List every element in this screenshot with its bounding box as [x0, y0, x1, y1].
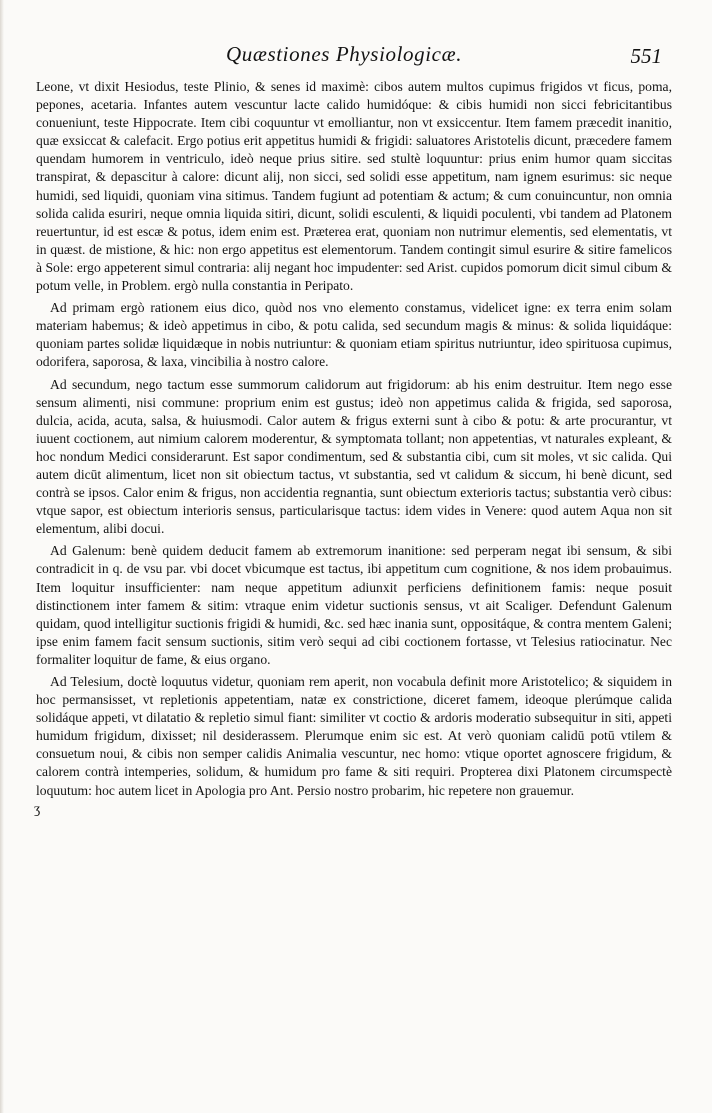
margin-mark: ʒ — [34, 801, 41, 817]
page-edge-shadow — [0, 0, 4, 1113]
paragraph-ad-galenum: Ad Galenum: benè quidem deducit famem ab extremorum inanitione: sed perperam negat ibi sensum, & sibi contradicit in q. de vsu par. vbi docet vbicumque est tactus, ibi appetitum cum cognitione, & nos idem probauimus. Item loquitur insufficienter: nam neque appetitum adiunxit perficiens definitionem famis: neque posuit distinctionem inter famem & sitim: vtraque enim videtur suctionis sensus, vt ait Scaliger. Defendunt Galenum quidam, quod intelligitur suctionis frigidi & humidi, &c. sed hæc inania sunt, oppositáque, & contra mentem Galeni; ipse enim famem facit sensum suctionis, sitim verò sequi ad cibi coctionem fortasse, vt Telesius ratiocinatur. Nec formaliter loquitur de fame, & eius organo. — [36, 543, 672, 667]
page-header — [36, 42, 672, 78]
paragraph-continuation: Leone, vt dixit Hesiodus, teste Plinio, & senes id maximè: cibos autem multos cupimus frigidos vt ficus, poma, pepones, acetaria. Infantes autem vescuntur lacte calido humidóque: & cibis humidi non sicci febricitantibus conueniunt, teste Hippocrate. Item cibi coquuntur vt emolliantur, non vt exsiccentur. Item famem præcedit inanitio, quæ exsiccat & calefacit. Ergo potius erit appetitus humidi & frigidi: saluatores Aristotelis dicunt, præcedere famem quendam humorem in ventriculo, ideò neque prius sitire. sed stultè loquuntur: prius enim humor quam siccitas transpirat, & depascitur à calore: dicunt alij, non sicci, sed solidi esse appetitum, nam ignem esurimus: sic neque humidi, sed liquidi, quoniam vina sitimus. Tandem fugiunt ad potentiam & actum; & cum conuincuntur, non omnia solida calida esuriri, neque omnia liquida sitiri, dicunt, solidi esculenti, & liquidi poculenti, vbi tandem ad Platonem reuertuntur, id est escæ & potus, idem enim est. Præterea erat, quoniam non nutrimur elementis, sed elementatis, vt in quæst. de mistione, & hic: non ergo appetitus est elementorum. Tandem contingit simul esurire & sitire famelicos à Sole: ergo appeterent simul contraria: alij negant hoc impudenter: sed Arist. cupidos pomorum dicit simul cibum & potum velle, in Problem. ergò nulla constantia in Peripato. — [36, 79, 672, 294]
paragraph-ad-primam: Ad primam ergò rationem eius dico, quòd nos vno elemento constamus, videlicet igne: ex terra enim solam materiam habemus; & ideò appetimus in cibo, & potu calida, sed secundum magis & minus: & solida liquidáque: quoniam partes solidæ liquidæque in nobis nutriuntur: & quoniam etiam spiritus nutriuntur, ideo spirituosa cupimus, odorifera, saporosa, & laxa, vincibilia à nostro calore. — [36, 300, 672, 370]
page-number: 551 — [630, 44, 662, 68]
paragraph-ad-secundum: Ad secundum, nego tactum esse summorum calidorum aut frigidorum: ab his enim destruitur. Item nego esse sensum alimenti, nisi commune: proprium enim est gustus; ideò non appetimus calida & frigida, sed saporosa, dulcia, acida, acuta, salsa, & huiusmodi. Calor autem & frigus externi sunt à cibo & potu: & arte procurantur, vt iuuent coctionem, aut nimium calorem moderentur, & symptomata tollant; non appetentias, vt naturales expleant, & hoc nondum Medici considerarunt. Est sapor condimentum, sed & substantia cibi, cum sit moles, vt sic calida. Qui autem dicūt alimentum, licet non sit obiectum tactus, vt substantia, sed vt calidum & siccum, hi benè dicunt, sed contrà se ipsos. Calor enim & frigus, non accidentia regnantia, sunt obiectum exterioris tactus; substantia verò cibus: vtque sapor, est obiectum interioris sensus, particularisque tactus: idem vides in Venere: quod autem Aqua non sit elementum, alibi docui. — [36, 376, 672, 537]
page-body — [34, 78, 672, 817]
running-head: Quæstiones Physiologicæ. — [226, 42, 463, 66]
paragraph-ad-telesium: Ad Telesium, doctè loquutus videtur, quoniam rem aperit, non vocabula definit more Aristotelico; & siquidem in hoc permansisset, vt repletionis appetentiam, natæ ex constrictione, diceret famem, ideoque plerúmque calida solidáque appeti, vt dilatatio & repletio simul fiant: similiter vt coctio & ardoris moderatio subsequitur in siti, appeti humidum frigidum, dixisset; nil desiderassem. Plerumque enim sic est. At verò quoniam calidū potū vtilem & consuetum noui, & cibis non semper calidis Animalia vescuntur, nec homo: vtique oportet agnoscere frigidum, & calorem contrà intemperies, solidum, & humidum pro fame & siti requiri. Propterea dixi Platonem circumspectè loquutum: hoc autem licet in Apologia pro Ant. Persio nostro probarim, hic repetere non grauemur. — [36, 674, 672, 798]
